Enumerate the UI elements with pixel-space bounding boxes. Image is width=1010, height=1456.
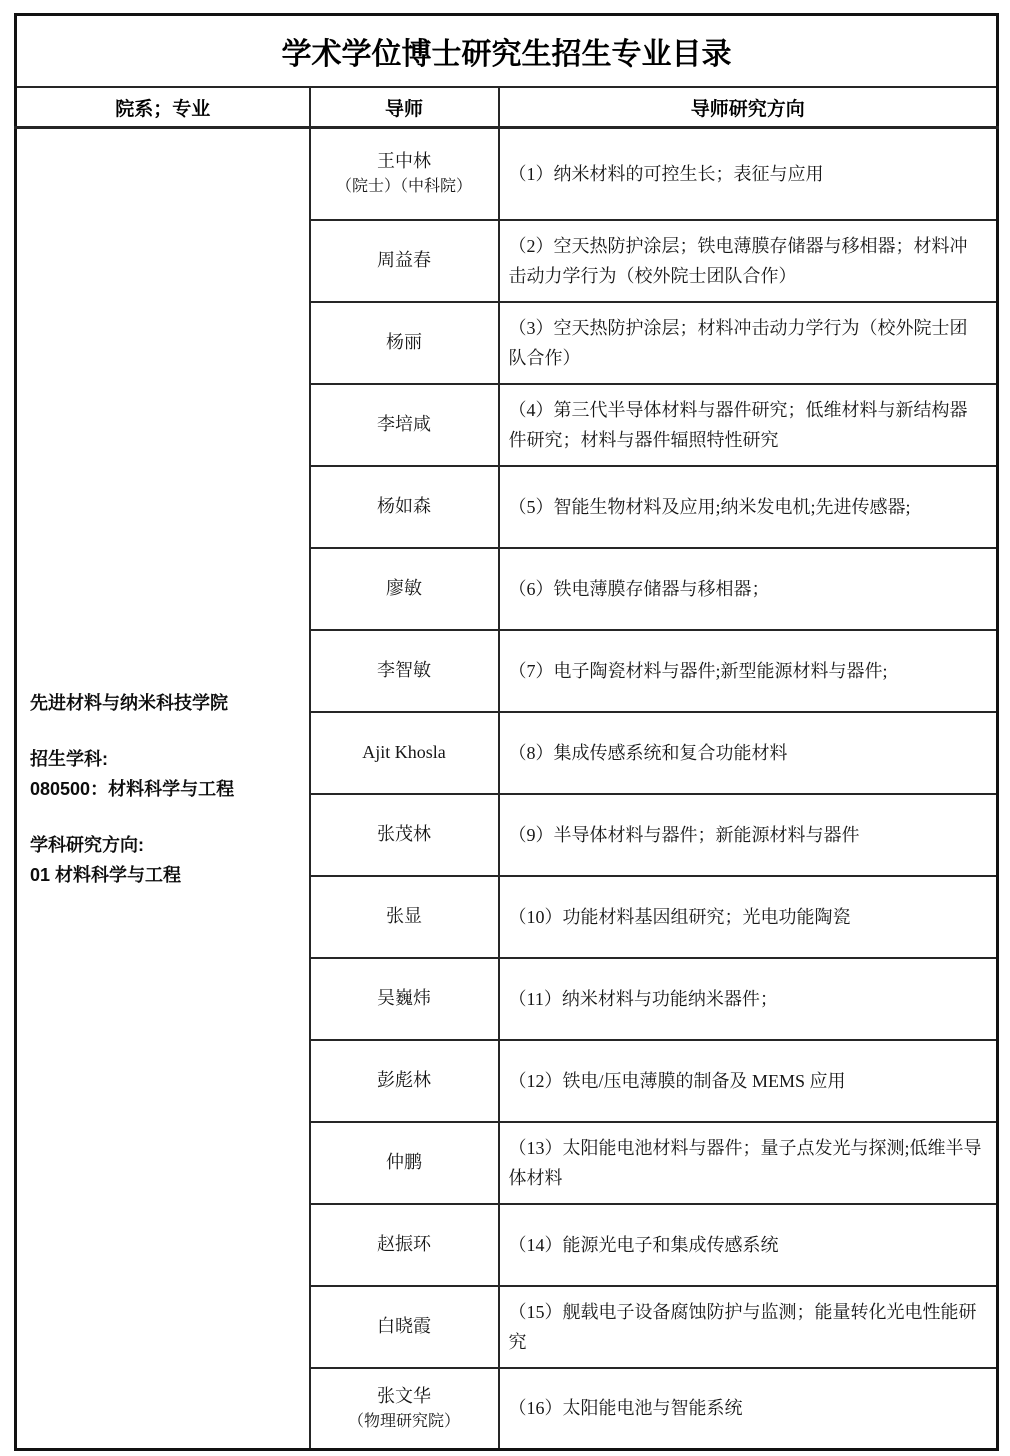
direction-text: （6）铁电薄膜存储器与移相器；: [508, 578, 770, 599]
advisor-cell: [310, 630, 499, 712]
advisor-cell: [310, 1286, 499, 1368]
advisor-name: Ajit Khosla: [362, 742, 446, 762]
advisor-cell: [310, 794, 499, 876]
advisor-name: 张茂林: [377, 824, 431, 844]
admission-catalog-table: [14, 13, 999, 1451]
direction-cell: [499, 1040, 998, 1122]
advisor-name: 张文华: [377, 1385, 431, 1406]
direction-cell: [499, 302, 998, 384]
advisor-cell: [310, 712, 499, 794]
direction-cell: [499, 466, 998, 548]
admission-subject-label: 招生学科:: [30, 748, 108, 769]
advisor-cell: [310, 958, 499, 1040]
direction-text: （15）舰载电子设备腐蚀防护与监测；能量转化光电性能研究: [508, 1301, 977, 1352]
direction-cell: [499, 630, 998, 712]
direction-text: （9）半导体材料与器件；新能源材料与器件: [508, 824, 860, 845]
direction-cell: [499, 794, 998, 876]
direction-cell: [499, 876, 998, 958]
direction-text: （1）纳米材料的可控生长；表征与应用: [508, 163, 824, 184]
col-header-direction: 导师研究方向: [499, 87, 998, 128]
advisor-name: 白晓霞: [377, 1316, 431, 1336]
header-row: [16, 87, 998, 128]
advisor-cell: [310, 548, 499, 630]
direction-cell: [499, 128, 998, 220]
advisor-cell: [310, 302, 499, 384]
direction-cell: [499, 1286, 998, 1368]
advisor-cell: [310, 1368, 499, 1450]
col-header-advisor: 导师: [310, 87, 499, 128]
advisor-cell: [310, 466, 499, 548]
direction-text: （10）功能材料基因组研究；光电功能陶瓷: [508, 906, 851, 927]
direction-text: （11）纳米材料与功能纳米器件；: [508, 988, 778, 1009]
direction-cell: [499, 958, 998, 1040]
advisor-name: 周益春: [377, 250, 431, 270]
direction-cell: [499, 1122, 998, 1204]
department-school-name: 先进材料与纳米科技学院: [30, 692, 228, 713]
title-row: [16, 15, 998, 88]
page-title: 学术学位博士研究生招生专业目录: [16, 15, 998, 88]
advisor-name: 张显: [386, 906, 422, 926]
direction-cell: [499, 548, 998, 630]
direction-cell: [499, 220, 998, 302]
advisor-name: 李智敏: [377, 660, 431, 680]
advisor-cell: [310, 1122, 499, 1204]
advisor-cell: [310, 220, 499, 302]
advisor-cell: [310, 128, 499, 220]
direction-cell: [499, 1368, 998, 1450]
table-row: [16, 128, 998, 220]
advisor-cell: [310, 876, 499, 958]
col-header-department: 院系；专业: [16, 87, 310, 128]
direction-text: （16）太阳能电池与智能系统: [508, 1398, 743, 1419]
advisor-name: 赵振环: [377, 1234, 431, 1254]
direction-cell: [499, 712, 998, 794]
advisor-name: 彭彪林: [377, 1070, 431, 1090]
direction-text: （14）能源光电子和集成传感系统: [508, 1234, 779, 1255]
advisor-cell: [310, 1040, 499, 1122]
direction-text: （4）第三代半导体材料与器件研究；低维材料与新结构器件研究；材料与器件辐照特性研究: [508, 399, 968, 450]
direction-cell: [499, 384, 998, 466]
advisor-name: 杨丽: [386, 332, 422, 352]
direction-text: （13）太阳能电池材料与器件；量子点发光与探测;低维半导体材料: [508, 1137, 982, 1188]
direction-text: （2）空天热防护涂层；铁电薄膜存储器与移相器；材料冲击动力学行为（校外院士团队合作）: [508, 235, 968, 286]
advisor-name: 吴巍炜: [377, 988, 431, 1008]
advisor-name: 杨如森: [377, 496, 431, 516]
advisor-note: （物理研究院）: [347, 1412, 460, 1430]
direction-text: （7）电子陶瓷材料与器件;新型能源材料与器件;: [508, 660, 888, 681]
advisor-name: 李培咸: [377, 414, 431, 434]
advisor-name: 廖敏: [386, 578, 422, 598]
advisor-note: （院士）（中科院）: [335, 178, 472, 196]
advisor-cell: [310, 1204, 499, 1286]
direction-text: （8）集成传感系统和复合功能材料: [508, 742, 788, 763]
direction-text: （3）空天热防护涂层；材料冲击动力学行为（校外院士团队合作）: [508, 317, 968, 368]
direction-text: （5）智能生物材料及应用;纳米发电机;先进传感器;: [508, 496, 911, 517]
admission-subject-value: 080500：材料科学与工程: [30, 778, 235, 799]
direction-cell: [499, 1204, 998, 1286]
research-direction-value: 01 材料科学与工程: [30, 864, 182, 885]
advisor-name: 王中林: [377, 151, 431, 172]
department-cell: [16, 128, 310, 1450]
advisor-cell: [310, 384, 499, 466]
direction-text: （12）铁电/压电薄膜的制备及 MEMS 应用: [508, 1070, 846, 1091]
advisor-name: 仲鹏: [386, 1152, 422, 1172]
research-direction-label: 学科研究方向:: [30, 834, 144, 855]
